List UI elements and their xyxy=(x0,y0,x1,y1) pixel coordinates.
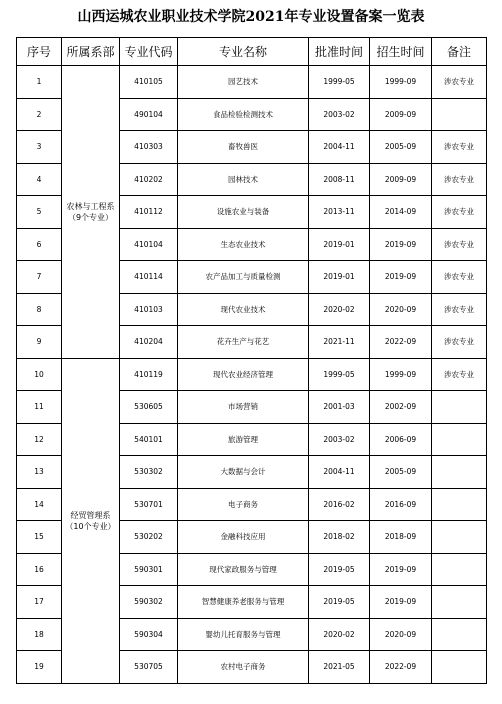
program-name: 智慧健康养老服务与管理 xyxy=(178,586,309,619)
program-code: 410103 xyxy=(120,293,178,326)
enrollment-date: 2005-09 xyxy=(370,456,432,489)
program-code: 410303 xyxy=(120,131,178,164)
row-number: 2 xyxy=(17,98,62,131)
table-row xyxy=(17,66,487,99)
row-number: 19 xyxy=(17,651,62,684)
approval-date: 2020-02 xyxy=(309,293,370,326)
program-code: 530202 xyxy=(120,521,178,554)
program-name: 婴幼儿托育服务与管理 xyxy=(178,618,309,651)
program-code: 410105 xyxy=(120,66,178,99)
program-name: 大数据与会计 xyxy=(178,456,309,489)
program-name: 园艺技术 xyxy=(178,66,309,99)
note-cell: 涉农专业 xyxy=(432,358,487,391)
department-cell xyxy=(62,66,120,359)
enrollment-date: 2002-09 xyxy=(370,391,432,424)
row-number: 17 xyxy=(17,586,62,619)
program-code: 530701 xyxy=(120,488,178,521)
enrollment-date: 1999-09 xyxy=(370,66,432,99)
approval-date: 2020-02 xyxy=(309,618,370,651)
program-name: 花卉生产与花艺 xyxy=(178,326,309,359)
note-cell: 涉农专业 xyxy=(432,261,487,294)
note-cell xyxy=(432,423,487,456)
header-note: 备注 xyxy=(432,38,487,66)
row-number: 12 xyxy=(17,423,62,456)
note-cell: 涉农专业 xyxy=(432,66,487,99)
program-code: 490104 xyxy=(120,98,178,131)
enrollment-date: 2020-09 xyxy=(370,618,432,651)
approval-date: 1999-05 xyxy=(309,358,370,391)
program-code: 410202 xyxy=(120,163,178,196)
note-cell xyxy=(432,391,487,424)
header-row xyxy=(17,38,487,66)
program-code: 410204 xyxy=(120,326,178,359)
note-cell: 涉农专业 xyxy=(432,293,487,326)
program-code: 410112 xyxy=(120,196,178,229)
enrollment-date: 2018-09 xyxy=(370,521,432,554)
approval-date: 2016-02 xyxy=(309,488,370,521)
note-cell xyxy=(432,521,487,554)
approval-date: 2019-05 xyxy=(309,553,370,586)
row-number: 8 xyxy=(17,293,62,326)
program-code: 540101 xyxy=(120,423,178,456)
enrollment-date: 2009-09 xyxy=(370,98,432,131)
note-cell xyxy=(432,553,487,586)
program-code: 410114 xyxy=(120,261,178,294)
row-number: 16 xyxy=(17,553,62,586)
approval-date: 2019-01 xyxy=(309,228,370,261)
program-name: 市场营销 xyxy=(178,391,309,424)
program-name: 旅游管理 xyxy=(178,423,309,456)
page-title: 山西运城农业职业技术学院2021年专业设置备案一览表 xyxy=(77,9,425,25)
enrollment-date: 2019-09 xyxy=(370,228,432,261)
approval-date: 2021-11 xyxy=(309,326,370,359)
enrollment-date: 2019-09 xyxy=(370,586,432,619)
row-number: 14 xyxy=(17,488,62,521)
enrollment-date: 2019-09 xyxy=(370,553,432,586)
note-cell: 涉农专业 xyxy=(432,163,487,196)
header-approved: 批准时间 xyxy=(309,38,370,66)
program-name: 农产品加工与质量检测 xyxy=(178,261,309,294)
table-row xyxy=(17,358,487,391)
note-cell xyxy=(432,488,487,521)
approval-date: 1999-05 xyxy=(309,66,370,99)
program-code: 530705 xyxy=(120,651,178,684)
enrollment-date: 2019-09 xyxy=(370,261,432,294)
program-name: 金融科技应用 xyxy=(178,521,309,554)
program-name: 现代家政服务与管理 xyxy=(178,553,309,586)
approval-date: 2003-02 xyxy=(309,423,370,456)
program-table xyxy=(16,37,487,684)
approval-date: 2021-05 xyxy=(309,651,370,684)
header-code: 专业代码 xyxy=(120,38,178,66)
department-cell xyxy=(62,358,120,683)
row-number: 3 xyxy=(17,131,62,164)
enrollment-date: 2006-09 xyxy=(370,423,432,456)
row-number: 11 xyxy=(17,391,62,424)
enrollment-date: 2016-09 xyxy=(370,488,432,521)
row-number: 5 xyxy=(17,196,62,229)
note-cell: 涉农专业 xyxy=(432,228,487,261)
note-cell: 涉农专业 xyxy=(432,131,487,164)
note-cell: 涉农专业 xyxy=(432,326,487,359)
header-name: 专业名称 xyxy=(178,38,309,66)
program-code: 410104 xyxy=(120,228,178,261)
enrollment-date: 2022-09 xyxy=(370,326,432,359)
row-number: 13 xyxy=(17,456,62,489)
row-number: 7 xyxy=(17,261,62,294)
program-code: 590301 xyxy=(120,553,178,586)
program-code: 530605 xyxy=(120,391,178,424)
row-number: 4 xyxy=(17,163,62,196)
header-department: 所属系部 xyxy=(62,38,120,66)
program-name: 电子商务 xyxy=(178,488,309,521)
header-no: 序号 xyxy=(17,38,62,66)
program-name: 园林技术 xyxy=(178,163,309,196)
approval-date: 2001-03 xyxy=(309,391,370,424)
program-code: 410119 xyxy=(120,358,178,391)
program-name: 生态农业技术 xyxy=(178,228,309,261)
department-count: （10个专业） xyxy=(65,521,116,531)
note-cell xyxy=(432,586,487,619)
header-enroll: 招生时间 xyxy=(370,38,432,66)
approval-date: 2004-11 xyxy=(309,456,370,489)
department-count: （9个专业） xyxy=(67,212,114,222)
note-cell xyxy=(432,456,487,489)
note-cell xyxy=(432,618,487,651)
program-name: 设施农业与装备 xyxy=(178,196,309,229)
program-code: 590304 xyxy=(120,618,178,651)
note-cell: 涉农专业 xyxy=(432,196,487,229)
program-name: 现代农业技术 xyxy=(178,293,309,326)
row-number: 6 xyxy=(17,228,62,261)
approval-date: 2004-11 xyxy=(309,131,370,164)
program-code: 590302 xyxy=(120,586,178,619)
approval-date: 2008-11 xyxy=(309,163,370,196)
approval-date: 2013-11 xyxy=(309,196,370,229)
note-cell xyxy=(432,651,487,684)
row-number: 1 xyxy=(17,66,62,99)
department-name: 农林与工程系 xyxy=(66,201,115,211)
row-number: 18 xyxy=(17,618,62,651)
program-name: 农村电子商务 xyxy=(178,651,309,684)
approval-date: 2003-02 xyxy=(309,98,370,131)
program-name: 现代农业经济管理 xyxy=(178,358,309,391)
department-name: 经贸管理系 xyxy=(70,510,111,520)
note-cell xyxy=(432,98,487,131)
approval-date: 2018-02 xyxy=(309,521,370,554)
program-name: 畜牧兽医 xyxy=(178,131,309,164)
row-number: 9 xyxy=(17,326,62,359)
enrollment-date: 2005-09 xyxy=(370,131,432,164)
enrollment-date: 1999-09 xyxy=(370,358,432,391)
enrollment-date: 2014-09 xyxy=(370,196,432,229)
enrollment-date: 2020-09 xyxy=(370,293,432,326)
approval-date: 2019-05 xyxy=(309,586,370,619)
row-number: 15 xyxy=(17,521,62,554)
program-code: 530302 xyxy=(120,456,178,489)
enrollment-date: 2009-09 xyxy=(370,163,432,196)
enrollment-date: 2022-09 xyxy=(370,651,432,684)
row-number: 10 xyxy=(17,358,62,391)
approval-date: 2019-01 xyxy=(309,261,370,294)
program-name: 食品检验检测技术 xyxy=(178,98,309,131)
